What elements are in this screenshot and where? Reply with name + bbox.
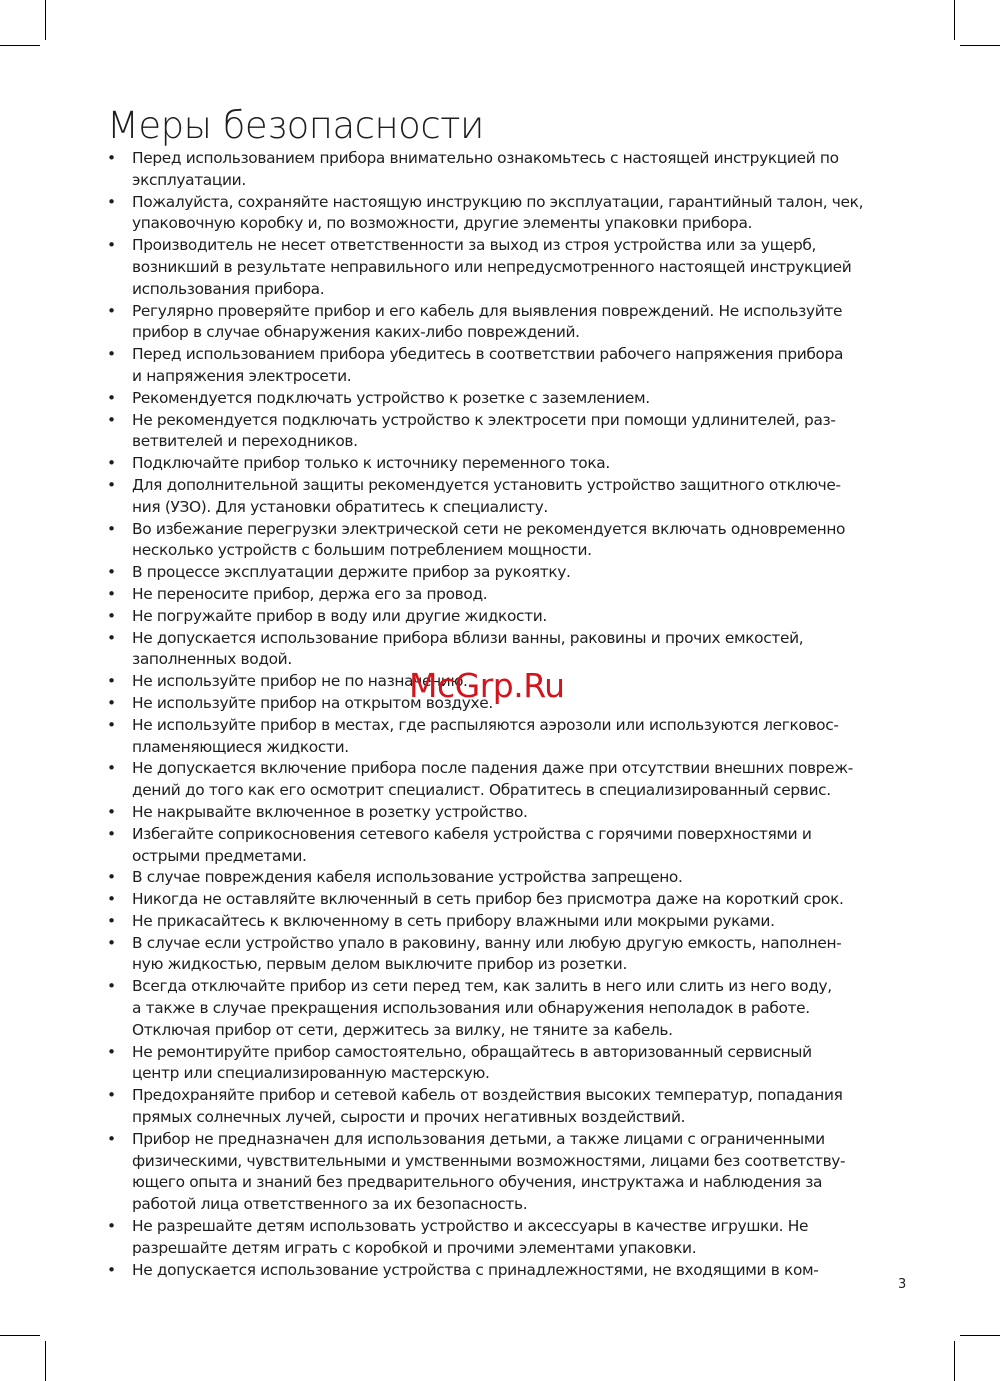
- list-item-text: Не погружайте прибор в воду или другие жидкости.: [132, 606, 547, 625]
- list-item: [107, 802, 907, 824]
- list-item-text: Не используйте прибор не по назначению.: [132, 672, 468, 691]
- list-item-text: Не используйте прибор на открытом воздухе.: [132, 693, 493, 712]
- bullet-icon: •: [107, 802, 116, 821]
- list-item-text: использования прибора.: [132, 279, 325, 298]
- bullet-icon: •: [107, 715, 116, 734]
- bullet-icon: •: [107, 388, 116, 407]
- list-item-text: Для дополнительной защиты рекомендуется установить устройство защитного отключе-: [132, 475, 841, 494]
- crop-mark-bottom-right-vertical: [954, 1341, 955, 1381]
- bullet-icon: •: [107, 1042, 116, 1061]
- list-item-text: ветвителей и переходников.: [132, 432, 358, 451]
- list-item: [107, 1216, 907, 1260]
- list-item-text: Рекомендуется подключать устройство к розетке с заземлением.: [132, 388, 650, 407]
- bullet-icon: •: [107, 933, 116, 952]
- list-item-text: ющего опыта и знаний без предварительного обучения, инструктажа и наблюдения за: [132, 1173, 823, 1192]
- bullet-icon: •: [107, 824, 116, 843]
- bullet-icon: •: [107, 1129, 116, 1148]
- list-item-text: пламеняющиеся жидкости.: [132, 737, 349, 756]
- list-item-text: Всегда отключайте прибор из сети перед тем, как залить в него или слить из него воду,: [132, 977, 832, 996]
- list-item: [107, 758, 907, 802]
- list-item-text: упаковочную коробку и, по возможности, другие элементы упаковки прибора.: [132, 214, 753, 233]
- list-item: [107, 867, 907, 889]
- page-title: Меры безопасности: [107, 104, 484, 147]
- list-item-text: Не допускается включение прибора после падения даже при отсутствии внешних повреж-: [132, 759, 853, 778]
- list-item-text: несколько устройств с большим потреблением мощности.: [132, 541, 592, 560]
- list-item-text: а также в случае прекращения использования или обнаружения неполадок в работе.: [132, 999, 810, 1018]
- bullet-icon: •: [107, 911, 116, 930]
- list-item: [107, 1260, 907, 1282]
- list-item-text: центр или специализированную мастерскую.: [132, 1064, 490, 1083]
- list-item: [107, 606, 907, 628]
- bullet-icon: •: [107, 563, 116, 582]
- bullet-icon: •: [107, 693, 116, 712]
- list-item-text: В процессе эксплуатации держите прибор за рукоятку.: [132, 563, 571, 582]
- list-item: [107, 388, 907, 410]
- list-item-text: физическими, чувствительными и умственными возможностями, лицами без соответству-: [132, 1151, 846, 1170]
- list-item: [107, 344, 907, 388]
- bullet-icon: •: [107, 868, 116, 887]
- list-item-text: Подключайте прибор только к источнику переменного тока.: [132, 454, 610, 473]
- list-item-text: Перед использованием прибора убедитесь в соответствии рабочего напряжения прибора: [132, 345, 844, 364]
- list-item-text: прямых солнечных лучей, сырости и прочих негативных воздействий.: [132, 1108, 686, 1127]
- list-item: [107, 715, 907, 759]
- list-item-text: Во избежание перегрузки электрической сети не рекомендуется включать одновременно: [132, 519, 846, 538]
- list-item-text: Не используйте прибор в местах, где распыляются аэрозоли или используются легковос-: [132, 715, 839, 734]
- list-item-text: Избегайте соприкосновения сетевого кабеля устройства с горячими поверхностями и: [132, 824, 812, 843]
- bullet-icon: •: [107, 584, 116, 603]
- list-item-text: Производитель не несет ответственности за выход из строя устройства или за ущерб,: [132, 236, 817, 255]
- list-item-text: В случае повреждения кабеля использование устройства запрещено.: [132, 868, 683, 887]
- page-number: 3: [898, 1277, 907, 1292]
- list-item-text: Не переносите прибор, держа его за провод.: [132, 584, 488, 603]
- list-item-text: работой лица ответственного за их безопасность.: [132, 1195, 528, 1214]
- list-item: [107, 911, 907, 933]
- bullet-icon: •: [107, 977, 116, 996]
- bullet-icon: •: [107, 606, 116, 625]
- list-item-text: Не допускается использование устройства с принадлежностями, не входящими в ком-: [132, 1260, 819, 1279]
- crop-mark-bottom-left-vertical: [45, 1341, 46, 1381]
- bullet-icon: •: [107, 149, 116, 167]
- list-item-text: ния (УЗО). Для установки обратитесь к специалисту.: [132, 497, 548, 516]
- list-item: [107, 1129, 907, 1216]
- bullet-icon: •: [107, 1260, 116, 1279]
- list-item: [107, 976, 907, 1041]
- list-item-text: дений до того как его осмотрит специалист. Обратитесь в специализированный сервис.: [132, 781, 831, 800]
- crop-mark-bottom-left-horizontal: [0, 1335, 40, 1336]
- list-item-text: Пожалуйста, сохраняйте настоящую инструкцию по эксплуатации, гарантийный талон, чек,: [132, 192, 864, 211]
- bullet-icon: •: [107, 890, 116, 909]
- bullet-icon: •: [107, 519, 116, 538]
- list-item: [107, 519, 907, 563]
- list-item-text: Никогда не оставляйте включенный в сеть прибор без присмотра даже на короткий срок.: [132, 890, 844, 909]
- bullet-icon: •: [107, 192, 116, 211]
- list-item: [107, 235, 907, 300]
- bullet-icon: •: [107, 628, 116, 647]
- list-item: [107, 889, 907, 911]
- bullet-icon: •: [107, 410, 116, 429]
- list-item: [107, 584, 907, 606]
- list-item-text: Не разрешайте детям использовать устройство и аксессуары в качестве игрушки. Не: [132, 1217, 809, 1236]
- list-item-text: возникший в результате неправильного или непредусмотренного настоящей инструкцией: [132, 257, 852, 276]
- bullet-icon: •: [107, 454, 116, 473]
- list-item-text: Не ремонтируйте прибор самостоятельно, обращайтесь в авторизованный сервисный: [132, 1042, 812, 1061]
- crop-mark-top-right-vertical: [954, 0, 955, 40]
- bullet-icon: •: [107, 672, 116, 691]
- crop-mark-top-right-horizontal: [960, 45, 1000, 46]
- safety-list: [107, 148, 907, 1281]
- list-item: [107, 475, 907, 519]
- list-item-text: и напряжения электросети.: [132, 366, 352, 385]
- list-item: [107, 1085, 907, 1129]
- list-item-text: Прибор не предназначен для использования детьми, а также лицами с ограниченными: [132, 1129, 825, 1148]
- bullet-icon: •: [107, 475, 116, 494]
- list-item-text: разрешайте детям играть с коробкой и прочими элементами упаковки.: [132, 1238, 697, 1257]
- bullet-icon: •: [107, 345, 116, 364]
- bullet-icon: •: [107, 759, 116, 778]
- list-item-text: ную жидкостью, первым делом выключите прибор из розетки.: [132, 955, 627, 974]
- bullet-icon: •: [107, 301, 116, 320]
- list-item-text: Отключая прибор от сети, держитесь за вилку, не тяните за кабель.: [132, 1020, 673, 1039]
- list-item-text: Регулярно проверяйте прибор и его кабель для выявления повреждений. Не используйте: [132, 301, 843, 320]
- list-item-text: Не рекомендуется подключать устройство к электросети при помощи удлинителей, раз-: [132, 410, 836, 429]
- list-item: [107, 824, 907, 868]
- bullet-icon: •: [107, 1217, 116, 1236]
- crop-mark-bottom-right-horizontal: [960, 1335, 1000, 1336]
- list-item: [107, 562, 907, 584]
- watermark: McGrp.Ru: [409, 666, 565, 705]
- list-item: [107, 933, 907, 977]
- list-item: [107, 453, 907, 475]
- list-item: [107, 192, 907, 236]
- crop-mark-top-left-horizontal: [0, 45, 40, 46]
- bullet-icon: •: [107, 1086, 116, 1105]
- list-item-text: прибор в случае обнаружения каких-либо повреждений.: [132, 323, 580, 342]
- list-item-text: Перед использованием прибора внимательно ознакомьтесь с настоящей инструкцией по: [132, 149, 839, 167]
- list-item-text: Не прикасайтесь к включенному в сеть прибору влажными или мокрыми руками.: [132, 911, 775, 930]
- list-item-text: Не накрывайте включенное в розетку устройство.: [132, 802, 528, 821]
- bullet-icon: •: [107, 236, 116, 255]
- crop-mark-top-left-vertical: [45, 0, 46, 40]
- list-item: [107, 410, 907, 454]
- list-item-text: эксплуатации.: [132, 170, 246, 189]
- list-item-text: Не допускается использование прибора вблизи ванны, раковины и прочих емкостей,: [132, 628, 804, 647]
- list-item: [107, 301, 907, 345]
- list-item-text: заполненных водой.: [132, 650, 292, 669]
- list-item: [107, 148, 907, 192]
- list-item: [107, 1042, 907, 1086]
- list-item-text: В случае если устройство упало в раковину, ванну или любую другую емкость, наполнен-: [132, 933, 842, 952]
- list-item-text: острыми предметами.: [132, 846, 307, 865]
- list-item-text: Предохраняйте прибор и сетевой кабель от воздействия высоких температур, попадания: [132, 1086, 843, 1105]
